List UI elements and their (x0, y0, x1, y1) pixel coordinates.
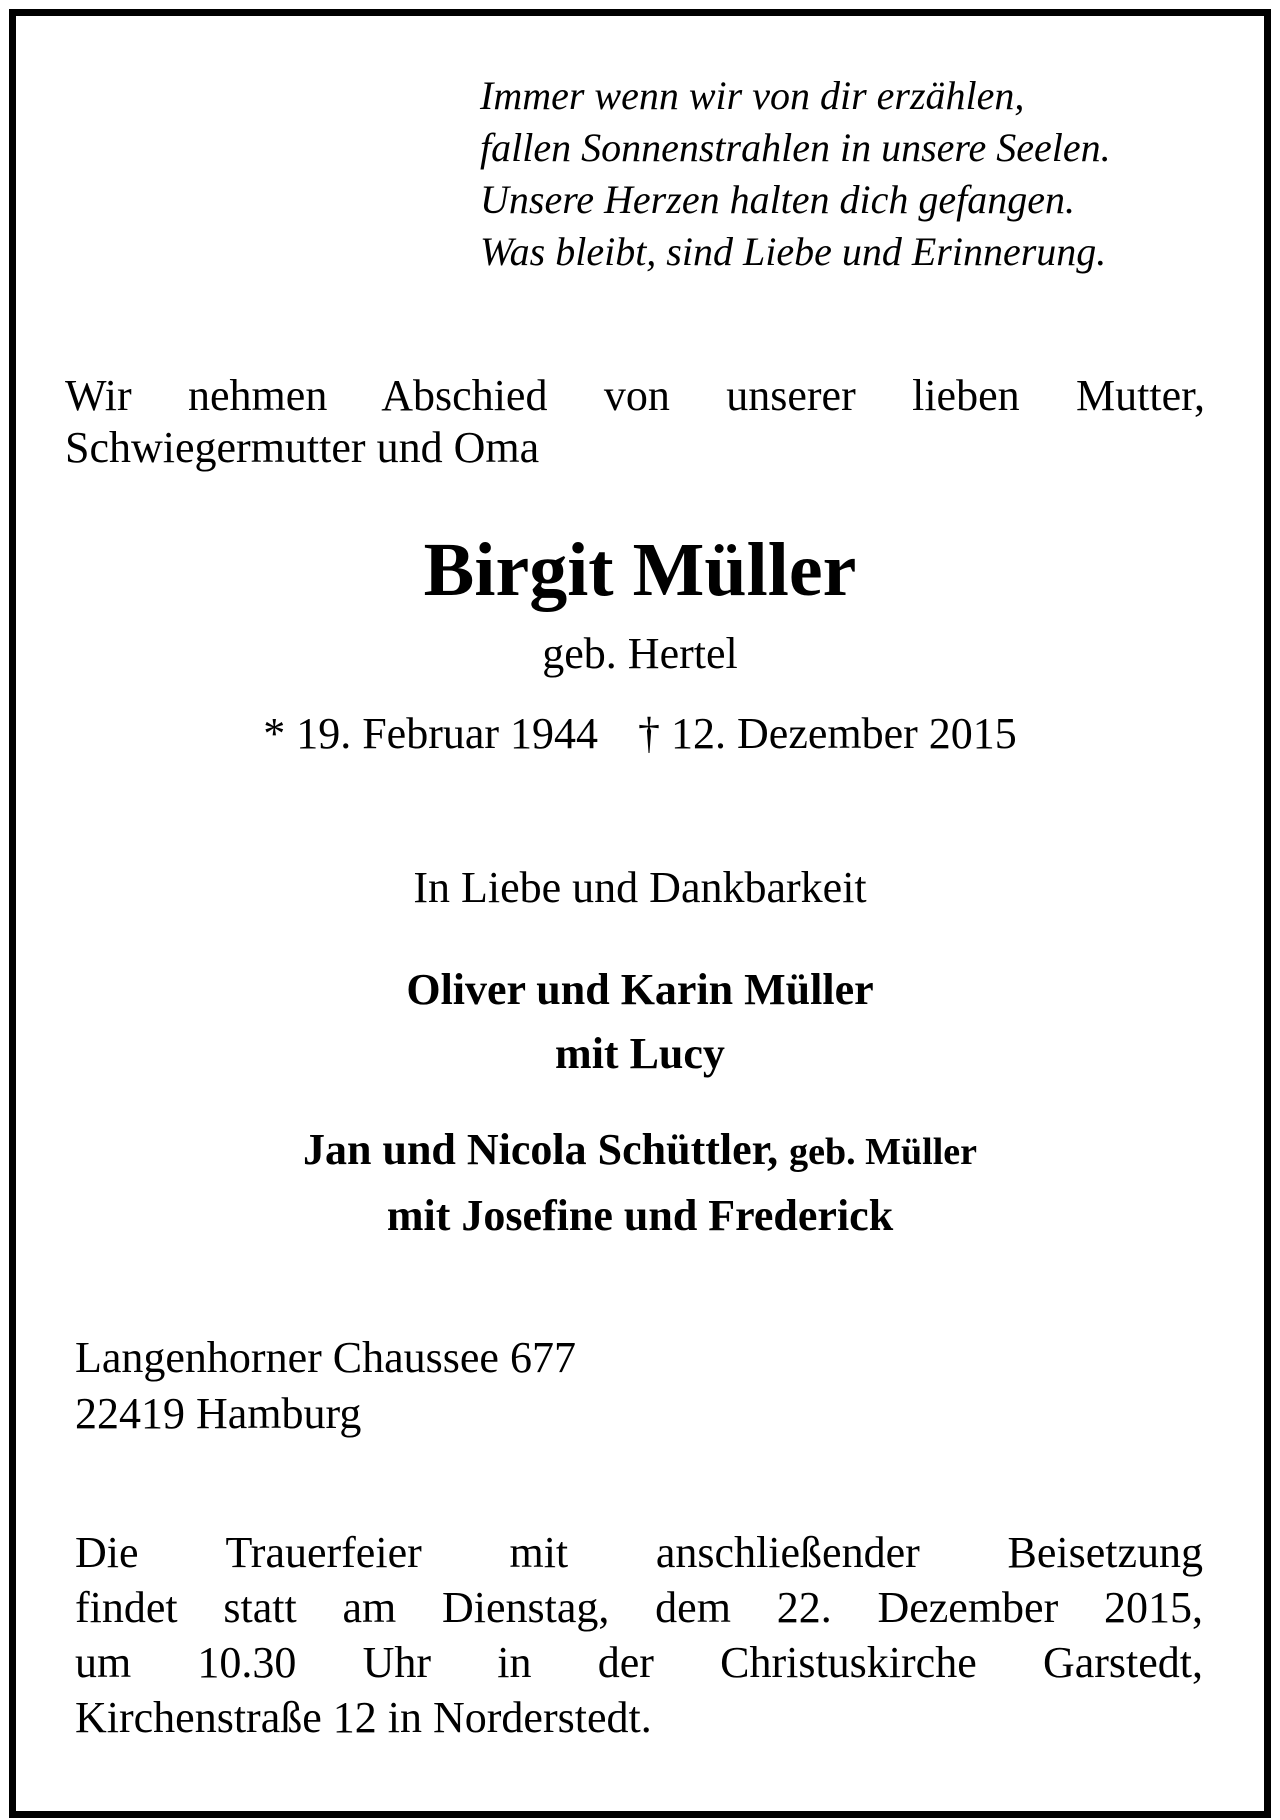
family-line: mit Lucy (555, 1029, 725, 1078)
address (75, 1330, 576, 1442)
ceremony-line: findet statt am Dienstag, dem 22. Dezember 2015, (75, 1583, 1203, 1632)
address-street: Langenhorner Chaussee 677 (75, 1333, 576, 1382)
family-names: Jan und Nicola Schüttler, (303, 1125, 779, 1174)
family-group-2 (0, 1118, 1280, 1248)
ceremony-line: Kirchenstraße 12 in Norderstedt. (75, 1693, 652, 1742)
address-city: 22419 Hamburg (75, 1389, 362, 1438)
thanks-line: In Liebe und Dankbarkeit (413, 863, 867, 912)
family-line: Oliver und Karin Müller (406, 965, 874, 1014)
ceremony-info (75, 1525, 1203, 1745)
poem-line: Unsere Herzen halten dich gefangen. (480, 177, 1076, 222)
poem-line: fallen Sonnenstrahlen in unsere Seelen. (480, 125, 1111, 170)
family-maiden-name: geb. Müller (789, 1131, 977, 1173)
intro-line: Schwiegermutter und Oma (65, 423, 540, 472)
maiden-name: geb. Hertel (542, 629, 738, 678)
ceremony-line: Die Trauerfeier mit anschließender Beisetzung (75, 1528, 1203, 1577)
intro-line: Wir nehmen Abschied von unserer lieben Mutter, (65, 371, 1205, 420)
poem-line: Was bleibt, sind Liebe und Erinnerung. (480, 229, 1107, 274)
memorial-poem (480, 70, 1111, 278)
family-group-1 (0, 958, 1280, 1086)
death-date: † 12. Dezember 2015 (638, 709, 1017, 758)
farewell-intro (65, 370, 1205, 474)
poem-line: Immer wenn wir von dir erzählen, (480, 73, 1025, 118)
ceremony-line: um 10.30 Uhr in der Christuskirche Garstedt, (75, 1638, 1203, 1687)
birth-date: * 19. Februar 1944 (263, 709, 599, 758)
life-dates (0, 708, 1280, 760)
family-line: mit Josefine und Frederick (386, 1191, 894, 1240)
deceased-name: Birgit Müller (423, 528, 857, 612)
family-line (0, 1118, 1280, 1184)
